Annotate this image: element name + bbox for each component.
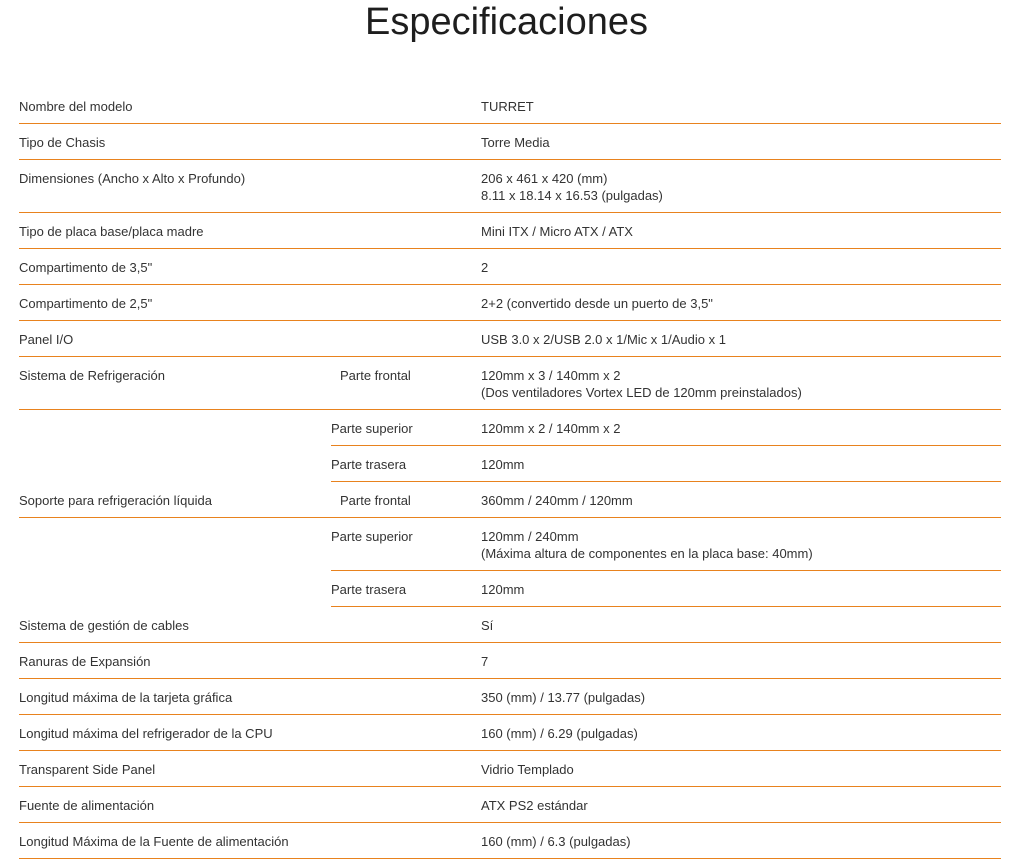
spec-label: Ranuras de Expansión (19, 654, 151, 669)
spec-row (331, 446, 1001, 482)
spec-row (19, 321, 1001, 357)
spec-value (481, 833, 1001, 850)
spec-value-line: 160 (mm) / 6.3 (pulgadas) (481, 834, 631, 849)
spec-sublabel: Parte trasera (331, 582, 407, 597)
spec-value (481, 134, 1001, 151)
spec-value-line: 360mm / 240mm / 120mm (481, 493, 633, 508)
spec-label: Sistema de Refrigeración (19, 368, 165, 383)
spec-value (481, 98, 1001, 115)
spec-label: Nombre del modelo (19, 99, 133, 114)
spec-value-line: Sí (481, 618, 494, 633)
spec-label: Tipo de Chasis (19, 135, 106, 150)
spec-row (331, 410, 1001, 446)
spec-value (481, 492, 1001, 509)
spec-row (19, 482, 1001, 518)
spec-row (19, 751, 1001, 787)
spec-row (19, 357, 1001, 410)
spec-value-line: 120mm x 3 / 140mm x 2 (481, 368, 621, 383)
spec-row (19, 787, 1001, 823)
spec-row (19, 160, 1001, 213)
spec-label: Tipo de placa base/placa madre (19, 224, 204, 239)
spec-value-line: TURRET (481, 99, 534, 114)
spec-value (481, 653, 1001, 670)
spec-value-line: 120mm / 240mm (481, 529, 579, 544)
spec-row (19, 249, 1001, 285)
spec-value-line: ATX PS2 estándar (481, 798, 588, 813)
spec-value (481, 617, 1001, 634)
spec-sublabel: Parte trasera (331, 457, 407, 472)
spec-table (19, 88, 1001, 859)
spec-label: Longitud máxima del refrigerador de la CPU (19, 726, 273, 741)
spec-value-line: 2+2 (convertido desde un puerto de 3,5" (481, 296, 713, 311)
page-title: Especificaciones (364, 1, 649, 43)
spec-row (19, 715, 1001, 751)
spec-value (481, 797, 1001, 814)
spec-row (19, 88, 1001, 124)
spec-value-line: (Máxima altura de componentes en la placa base: 40mm) (481, 546, 813, 561)
spec-value-line: Torre Media (481, 135, 550, 150)
spec-value (481, 689, 1001, 706)
spec-sublabel: Parte frontal (340, 493, 411, 508)
spec-row (19, 643, 1001, 679)
spec-label: Panel I/O (19, 332, 74, 347)
spec-label: Compartimento de 2,5" (19, 296, 153, 311)
spec-label: Sistema de gestión de cables (19, 618, 189, 633)
spec-value (481, 170, 1001, 204)
spec-value-line: (Dos ventiladores Vortex LED de 120mm preinstalados) (481, 385, 802, 400)
spec-value (481, 367, 1001, 401)
spec-sublabel: Parte superior (331, 421, 413, 436)
spec-label: Compartimento de 3,5" (19, 260, 153, 275)
spec-value (481, 456, 1001, 473)
spec-value-line: 120mm x 2 / 140mm x 2 (481, 421, 621, 436)
spec-value-line: 120mm (481, 457, 525, 472)
spec-label: Soporte para refrigeración líquida (19, 493, 212, 508)
spec-value-line: USB 3.0 x 2/USB 2.0 x 1/Mic x 1/Audio x 1 (481, 332, 726, 347)
spec-row (331, 571, 1001, 607)
spec-sublabel: Parte frontal (340, 368, 411, 383)
spec-value-line: Mini ITX / Micro ATX / ATX (481, 224, 633, 239)
spec-value-line: 350 (mm) / 13.77 (pulgadas) (481, 690, 646, 705)
spec-value-line: 8.11 x 18.14 x 16.53 (pulgadas) (481, 188, 663, 203)
spec-value (481, 259, 1001, 276)
spec-row (19, 607, 1001, 643)
spec-label: Fuente de alimentación (19, 798, 155, 813)
spec-value-line: Vidrio Templado (481, 762, 574, 777)
spec-value (481, 295, 1001, 312)
spec-value-line: 160 (mm) / 6.29 (pulgadas) (481, 726, 638, 741)
spec-row (19, 823, 1001, 859)
spec-label: Transparent Side Panel (19, 762, 156, 777)
spec-value (481, 581, 1001, 598)
spec-value (481, 528, 1001, 562)
spec-label: Longitud máxima de la tarjeta gráfica (19, 690, 233, 705)
spec-value (481, 223, 1001, 240)
spec-row (19, 124, 1001, 160)
spec-row (331, 518, 1001, 571)
spec-sublabel: Parte superior (331, 529, 413, 544)
spec-value-line: 206 x 461 x 420 (mm) (481, 171, 608, 186)
spec-row (19, 679, 1001, 715)
spec-value (481, 761, 1001, 778)
spec-value-line: 120mm (481, 582, 525, 597)
spec-value-line: 7 (481, 654, 489, 669)
spec-label: Longitud Máxima de la Fuente de alimentación (19, 834, 289, 849)
spec-value-line: 2 (481, 260, 489, 275)
spec-row (19, 213, 1001, 249)
spec-row (19, 285, 1001, 321)
spec-value (481, 331, 1001, 348)
spec-label: Dimensiones (Ancho x Alto x Profundo) (19, 171, 246, 186)
spec-value (481, 420, 1001, 437)
spec-value (481, 725, 1001, 742)
